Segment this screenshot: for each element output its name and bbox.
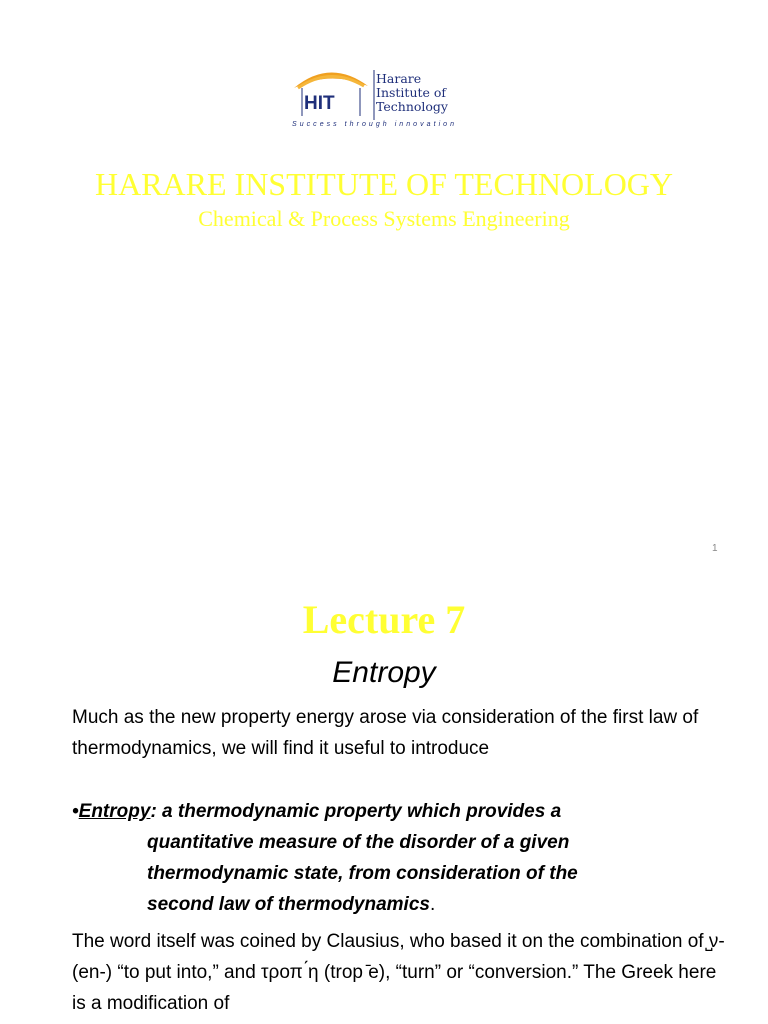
logo-name-line: Harare <box>376 71 422 86</box>
logo-tagline: Success through innovation <box>292 121 454 128</box>
lecture-title: Lecture 7 <box>302 597 466 642</box>
definition-text: second law of thermodynamics <box>147 894 430 915</box>
definition-period: . <box>429 894 436 915</box>
definition-text: quantitative measure of the disorder of a given <box>147 832 570 853</box>
lecture-topic: Entropy <box>332 656 436 689</box>
logo-institute-name <box>376 72 460 114</box>
logo-mark: HIT <box>304 93 335 114</box>
definition-text: : a thermodynamic property which provides a <box>150 801 562 822</box>
logo-name-line: Technology <box>376 99 448 114</box>
institute-logo <box>290 58 460 128</box>
definition-bullet <box>72 796 732 920</box>
intro-paragraph: Much as the new property energy arose via consideration of the first law of thermodynamics, we will find it useful to introduce <box>72 707 699 759</box>
institute-title: HARARE INSTITUTE OF TECHNOLOGY <box>94 166 674 202</box>
definition-term: Entropy <box>78 801 151 822</box>
logo-name-line: Institute of <box>376 85 447 100</box>
bullet-line <box>72 889 732 920</box>
department-title: Chemical & Process Systems Engineering <box>198 206 570 231</box>
page-number: 1 <box>712 543 718 554</box>
definition-text: thermodynamic state, from consideration of the <box>147 863 578 884</box>
bullet-marker: • <box>72 801 79 822</box>
etymology-paragraph: The word itself was coined by Clausius, who based it on the combination of ̺ν- (en-) “to put into,” and τροπ ́η (trop ̄e), “turn” or “conversion.” The Greek here is a modification of <box>72 931 725 1014</box>
bullet-line <box>72 796 732 827</box>
